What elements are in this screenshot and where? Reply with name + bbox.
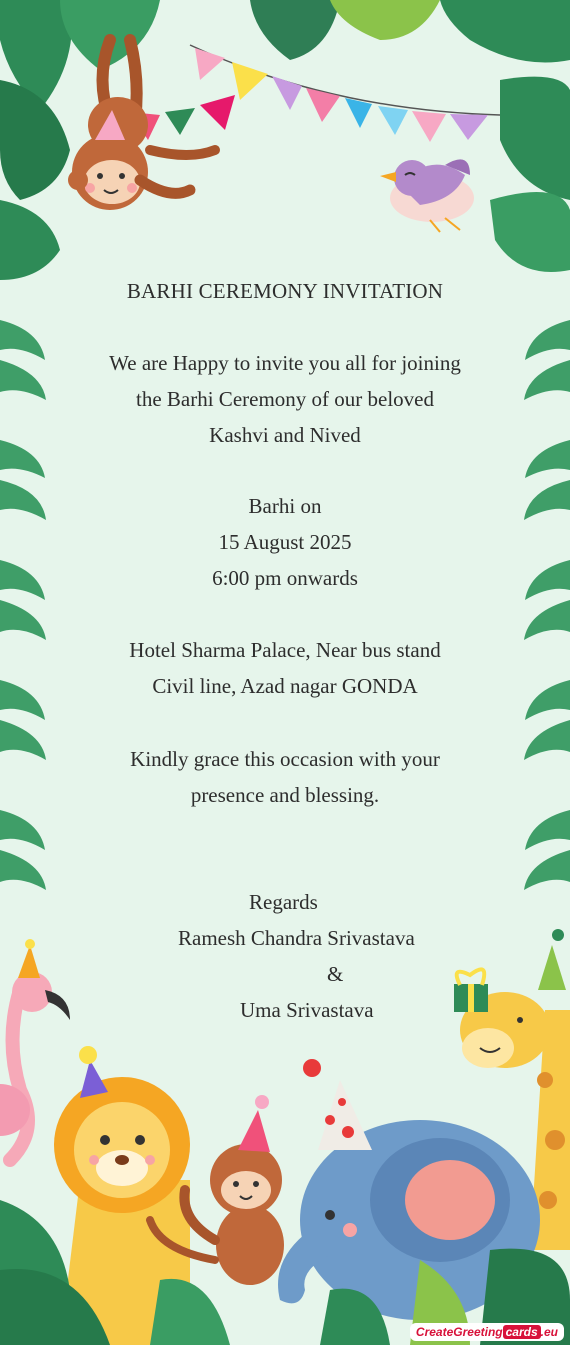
sender-name: Ramesh Chandra Srivastava [178,926,415,950]
top-leaves-icon [0,0,570,280]
event-date: 15 August 2025 [218,530,352,554]
sender-name: Uma Srivastava [240,998,374,1022]
event-time: 6:00 pm onwards [212,566,358,590]
closing-line: presence and blessing. [190,783,380,807]
monkey-top-icon [68,40,215,210]
bird-icon [380,159,474,232]
brand-text: CreateGreeting [415,1325,503,1339]
brand-watermark[interactable] [410,1323,564,1341]
event-label: Barhi on [248,494,322,518]
closing-line: Kindly grace this occasion with your [130,747,440,771]
brand-suffix: cards [503,1325,541,1339]
venue-line: Civil line, Azad nagar GONDA [152,674,418,698]
ampersand: & [327,962,344,986]
invitation-message [0,345,570,453]
message-line: the Barhi Ceremony of our beloved [136,387,434,411]
venue-address [0,632,570,704]
invitation-title: BARHI CEREMONY INVITATION [126,279,444,303]
closing-message [0,741,570,813]
brand-tld: .eu [540,1325,558,1339]
regards-label: Regards [249,890,318,914]
event-details [0,488,570,596]
honorees-names: Kashvi and Nived [209,423,361,447]
message-line: We are Happy to invite you all for joining [109,351,461,375]
venue-line: Hotel Sharma Palace, Near bus stand [129,638,441,662]
bunting-flags-icon [130,45,500,142]
